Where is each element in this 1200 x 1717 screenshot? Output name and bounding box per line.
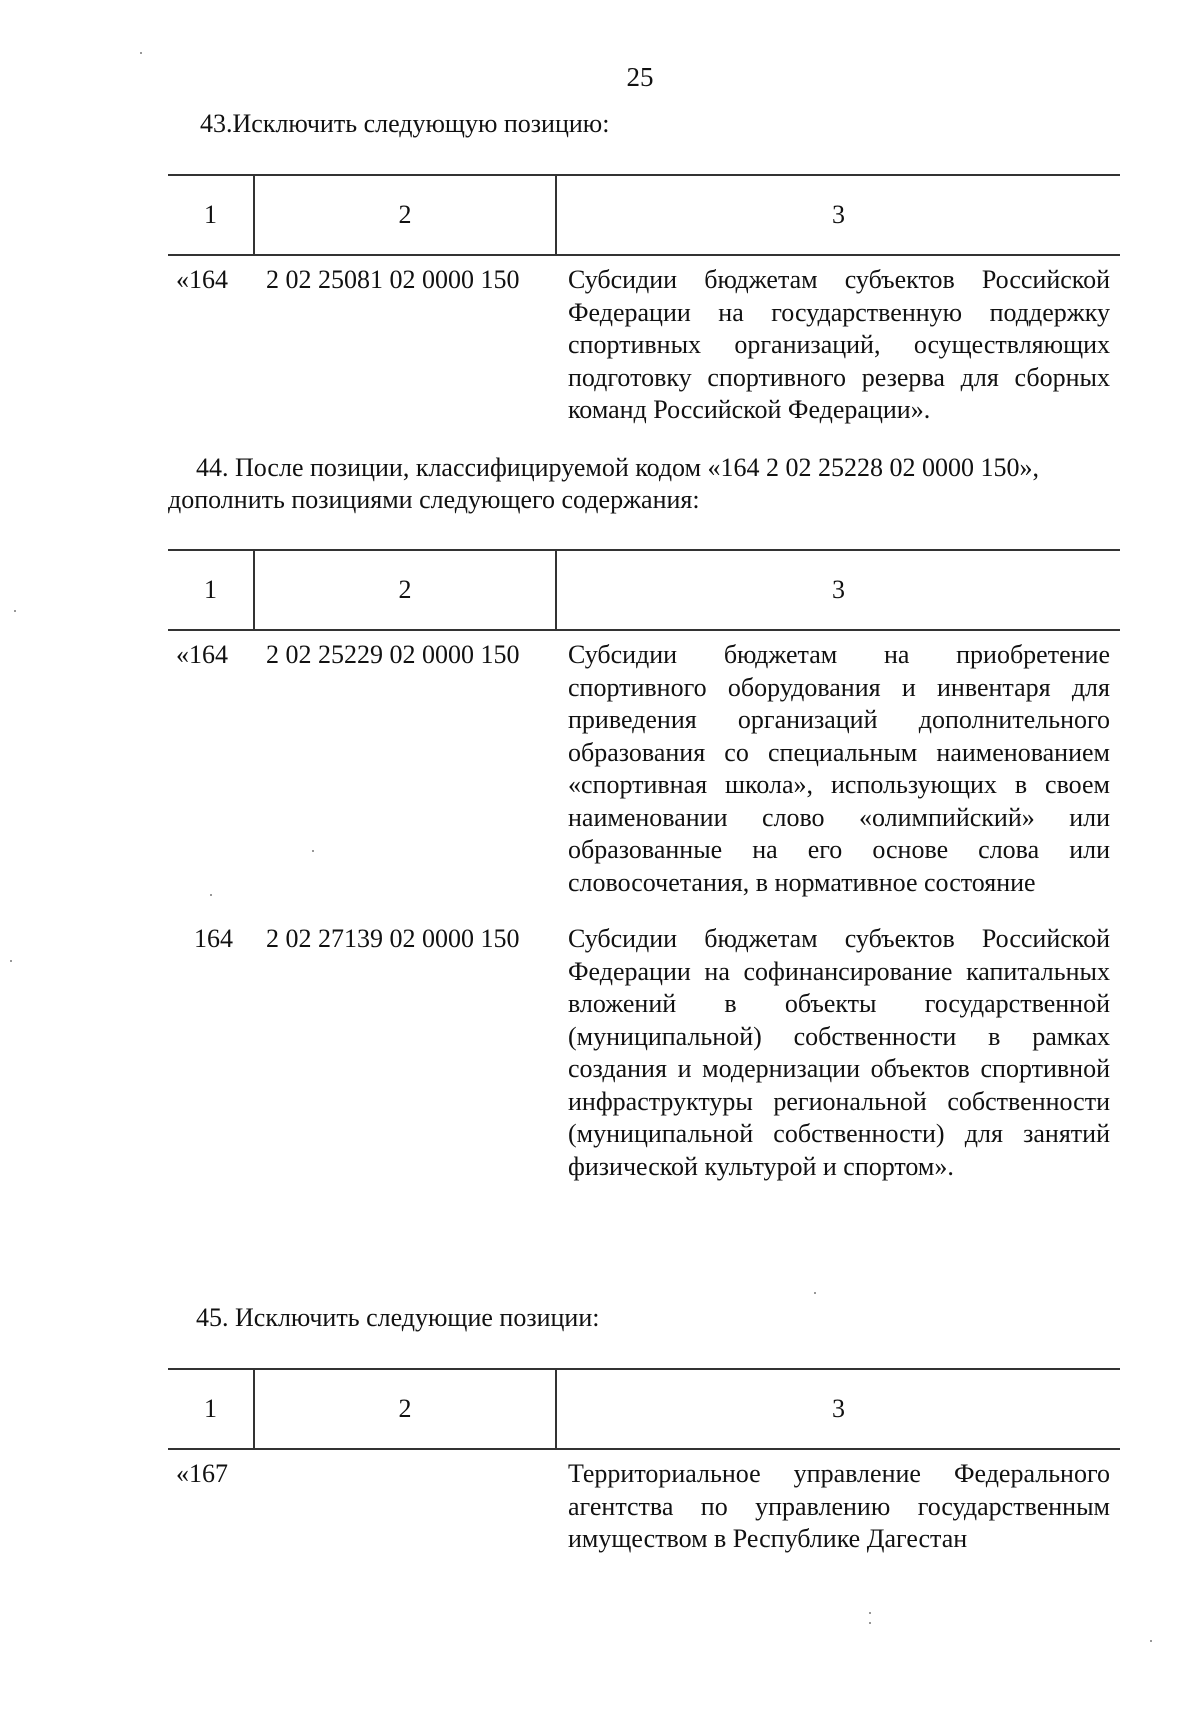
column-header-3: 3 <box>556 550 1120 630</box>
table-header-row <box>168 175 1120 255</box>
scan-speck <box>312 850 314 852</box>
admin-code-cell: «167 <box>176 1459 228 1488</box>
table-header-row <box>168 1369 1120 1449</box>
section-43-table <box>168 174 1120 427</box>
scan-speck <box>210 894 212 896</box>
scan-speck <box>1150 1640 1152 1642</box>
description-cell: Территориальное управление Федерального агентства по управлению государственным имуществом в Республике Дагестан <box>568 1459 1110 1553</box>
description-cell: Субсидии бюджетам на приобретение спортивного оборудования и инвентаря для приведения организаций дополнительного образования со специальным наименованием «спортивная школа», использующих в своем наименовании слово «олимпийский» или образованные на его основе слова или словосочетания, в нормативное состояние <box>568 640 1110 897</box>
column-header-2: 2 <box>254 550 556 630</box>
scan-speck <box>10 960 12 962</box>
budget-code-cell: 2 02 25081 02 0000 150 <box>266 265 520 294</box>
budget-code-cell: 2 02 25229 02 0000 150 <box>266 640 520 669</box>
column-header-3: 3 <box>556 175 1120 255</box>
admin-code-cell: 164 <box>194 924 233 953</box>
table-row <box>168 255 1120 427</box>
admin-code-cell: «164 <box>176 640 228 669</box>
table-header-row <box>168 550 1120 630</box>
section-44-heading-line-2: дополнить позициями следующего содержания: <box>168 485 700 514</box>
column-header-1: 1 <box>168 550 254 630</box>
scan-speck <box>814 1292 816 1294</box>
column-header-3: 3 <box>556 1369 1120 1449</box>
description-cell: Субсидии бюджетам субъектов Российской Федерации на софинансирование капитальных вложений в объекты государственной (муниципальной) собственности в рамках создания и модернизации объектов спортивной инфраструктуры региональной собственности (муниципальной собственности) для занятий физической культурой и спортом». <box>568 924 1110 1181</box>
page-number: 25 <box>626 62 654 92</box>
table-row <box>168 630 1120 899</box>
budget-code-cell <box>254 1449 556 1556</box>
section-45-heading: 45. Исключить следующие позиции: <box>196 1303 600 1332</box>
scan-speck <box>869 1622 871 1624</box>
admin-code-cell: «164 <box>176 265 228 294</box>
scan-speck <box>140 52 142 54</box>
section-44-heading-line-1: 44. После позиции, классифицируемой кодом «164 2 02 25228 02 0000 150», <box>196 453 1040 482</box>
table-row <box>168 1449 1120 1556</box>
section-44-table <box>168 549 1120 1183</box>
table-row <box>168 899 1120 1183</box>
column-header-2: 2 <box>254 175 556 255</box>
description-cell: Субсидии бюджетам субъектов Российской Федерации на государственную поддержку спортивных организаций, осуществляющих подготовку спортивного резерва для сборных команд Российской Федерации». <box>568 265 1110 424</box>
column-header-1: 1 <box>168 175 254 255</box>
scan-speck <box>14 610 16 612</box>
budget-code-cell: 2 02 27139 02 0000 150 <box>266 924 520 953</box>
column-header-1: 1 <box>168 1369 254 1449</box>
scan-speck <box>869 1612 871 1614</box>
column-header-2: 2 <box>254 1369 556 1449</box>
section-43-heading: 43.Исключить следующую позицию: <box>200 109 610 138</box>
section-45-table <box>168 1368 1120 1556</box>
